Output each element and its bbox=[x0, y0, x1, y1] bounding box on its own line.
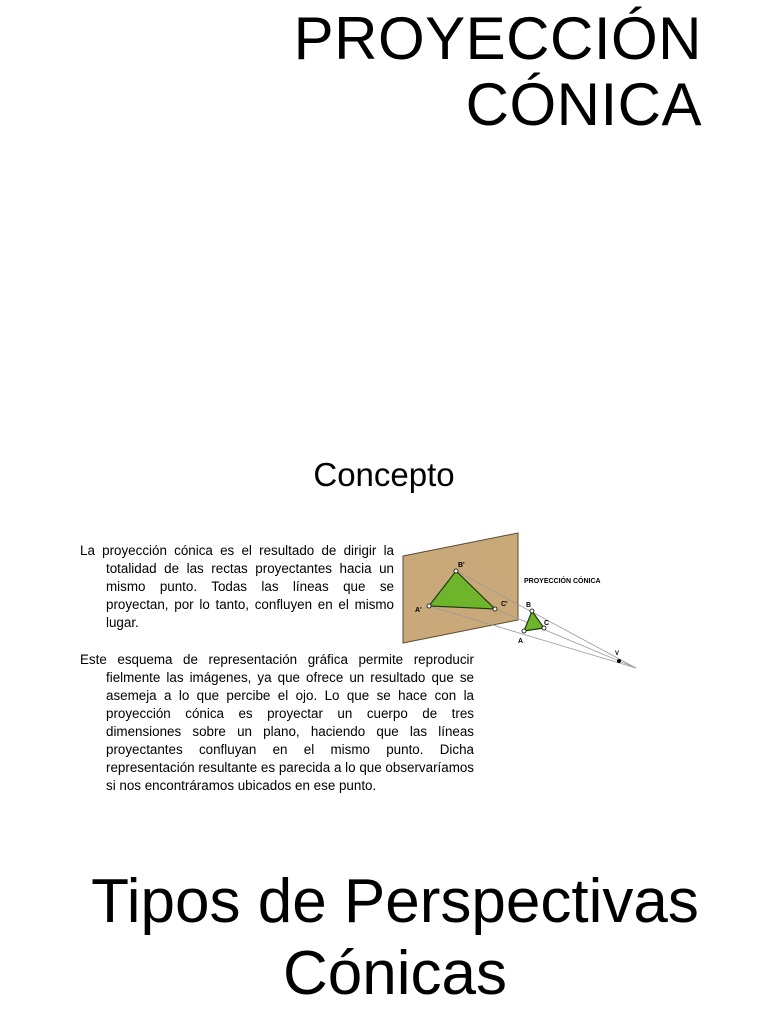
vanishing-point bbox=[617, 659, 621, 663]
diagram-caption: PROYECCIÓN CÓNICA bbox=[524, 578, 601, 585]
paragraph-description: Este esquema de representación gráfica permite reproducir fielmente las imágenes, ya que ofrece un resultado que se asemeja a lo que percibe el ojo. Lo que se hace con la proyección cónica es proyectar un cuerpo de tres dimensiones sobre un plano, haciendo que las líneas proyectantes confluyan en el mismo punto. Dicha representación resultante es parecida a lo que observaríamos si nos encontráramos ubicados en ese punto. bbox=[80, 652, 474, 793]
label-c-prime: C' bbox=[501, 601, 508, 608]
title-line-2: CÓNICA bbox=[465, 71, 702, 138]
page-title bbox=[294, 6, 702, 138]
types-line-1: Tipos de Perspectivas bbox=[91, 867, 699, 936]
concept-heading: Concepto bbox=[313, 456, 455, 493]
label-c: C bbox=[544, 620, 550, 627]
title-line-1: PROYECCIÓN bbox=[293, 5, 702, 72]
object-triangle bbox=[524, 611, 544, 631]
types-heading bbox=[0, 866, 768, 1010]
label-b-prime: B' bbox=[458, 562, 465, 569]
label-b: B bbox=[526, 602, 532, 609]
types-line-2: Cónicas bbox=[283, 939, 507, 1008]
label-a-prime: A' bbox=[415, 607, 422, 614]
label-a: A bbox=[518, 638, 524, 645]
label-v: V bbox=[615, 651, 620, 657]
conic-projection-diagram bbox=[396, 528, 640, 672]
paragraph-definition: La proyección cónica es el resultado de dirigir la totalidad de las rectas proyectantes hacia un mismo punto. Todas las líneas que se proyectan, por lo tanto, confluyen en el mismo lugar. bbox=[80, 543, 394, 630]
